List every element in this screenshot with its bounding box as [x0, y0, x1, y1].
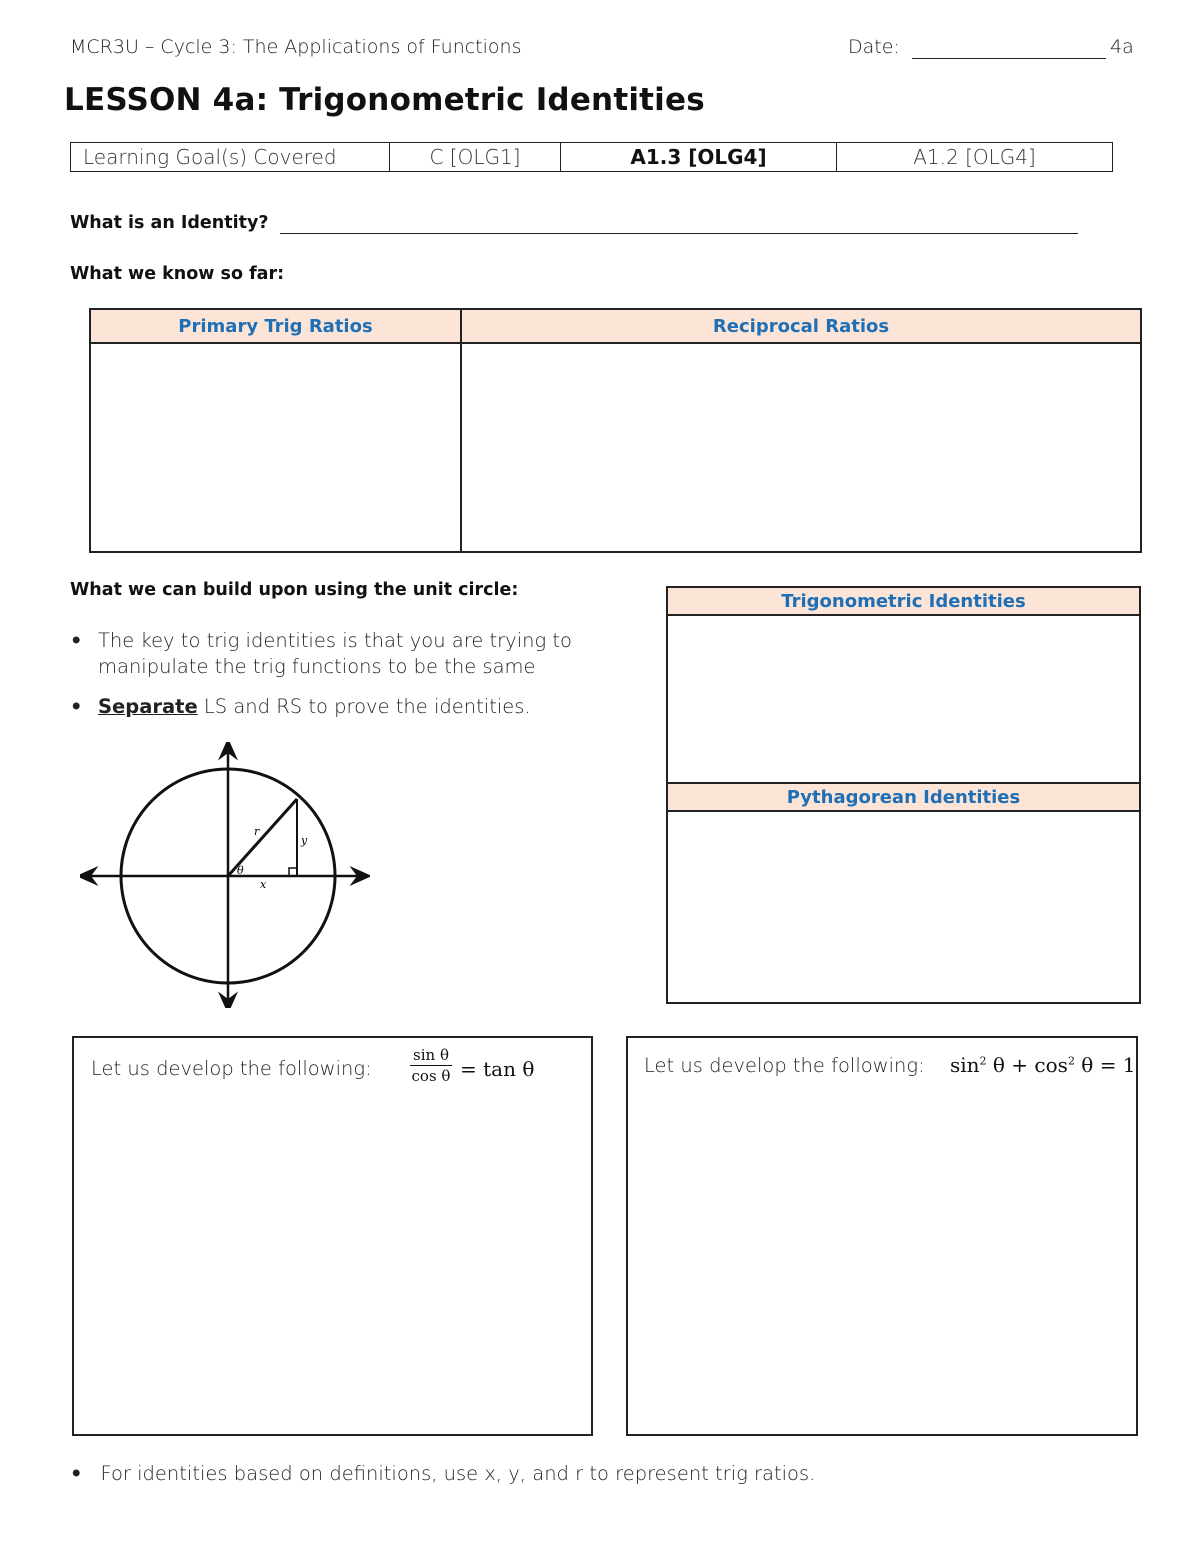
sin-over-cos-fraction	[410, 1046, 452, 1085]
bullet-marker: •	[70, 1462, 83, 1485]
identity-question: What is an Identity?	[70, 213, 269, 233]
lesson-code: 4a	[1110, 36, 1134, 58]
list-item	[70, 628, 630, 680]
learning-goals-table	[70, 142, 1113, 172]
fraction-numerator: sin θ	[410, 1046, 452, 1066]
y-label: y	[301, 834, 308, 847]
date-label: Date:	[848, 36, 900, 58]
eq-part: sin	[950, 1053, 980, 1077]
develop-pythagorean-box[interactable]	[626, 1036, 1138, 1436]
unit-circle-diagram	[80, 742, 370, 1008]
footer-text: For identities based on definitions, use x, y, and r to represent trig ratios.	[100, 1462, 816, 1485]
trigonometric-identities-header: Trigonometric Identities	[668, 588, 1139, 616]
date-blank-line[interactable]	[912, 58, 1106, 59]
theta-label: θ	[237, 864, 244, 877]
develop-label: Let us develop the following:	[91, 1057, 372, 1080]
reciprocal-ratios-header: Reciprocal Ratios	[712, 315, 890, 337]
lesson-title: LESSON 4a: Trigonometric Identities	[64, 82, 705, 118]
bullet-text: The key to trig identities is that you are trying to manipulate the trig functions to be the same	[98, 629, 572, 678]
unit-circle-heading: What we can build upon using the unit circle:	[70, 580, 519, 600]
bullet-text: LS and RS to prove the identities.	[197, 695, 531, 718]
primary-trig-ratios-header: Primary Trig Ratios	[178, 315, 373, 337]
bullet-list	[70, 628, 630, 734]
fraction-denominator: cos θ	[411, 1067, 451, 1085]
course-title: MCR3U – Cycle 3: The Applications of Functions	[70, 36, 522, 58]
learning-goals-label: Learning Goal(s) Covered	[71, 143, 390, 171]
separate-word: Separate	[98, 695, 198, 718]
tan-equation-rhs: = tan θ	[460, 1057, 535, 1081]
identity-answer-line[interactable]	[280, 233, 1078, 234]
r-label: r	[254, 825, 260, 838]
identities-box	[666, 586, 1141, 1004]
goal-item: A1.3 [OLG4]	[561, 143, 837, 171]
know-so-far-heading: What we know so far:	[70, 264, 285, 284]
footer-note	[70, 1462, 815, 1485]
x-label: x	[260, 878, 267, 891]
ratios-table	[89, 308, 1142, 553]
list-item	[70, 694, 630, 720]
develop-label: Let us develop the following:	[644, 1054, 925, 1077]
goal-item: C [OLG1]	[390, 143, 561, 171]
develop-tan-box[interactable]	[72, 1036, 593, 1436]
bullet-marker: •	[70, 629, 83, 652]
goal-item: A1.2 [OLG4]	[913, 145, 1036, 169]
eq-part: θ + cos	[986, 1053, 1068, 1077]
eq-exponent: 2	[1067, 1054, 1075, 1068]
pythagorean-equation	[950, 1053, 1136, 1077]
eq-exponent: 2	[979, 1054, 987, 1068]
table-divider	[460, 310, 462, 551]
bullet-marker: •	[70, 695, 83, 718]
pythagorean-identities-header: Pythagorean Identities	[668, 782, 1139, 812]
eq-part: θ = 1	[1074, 1053, 1136, 1077]
